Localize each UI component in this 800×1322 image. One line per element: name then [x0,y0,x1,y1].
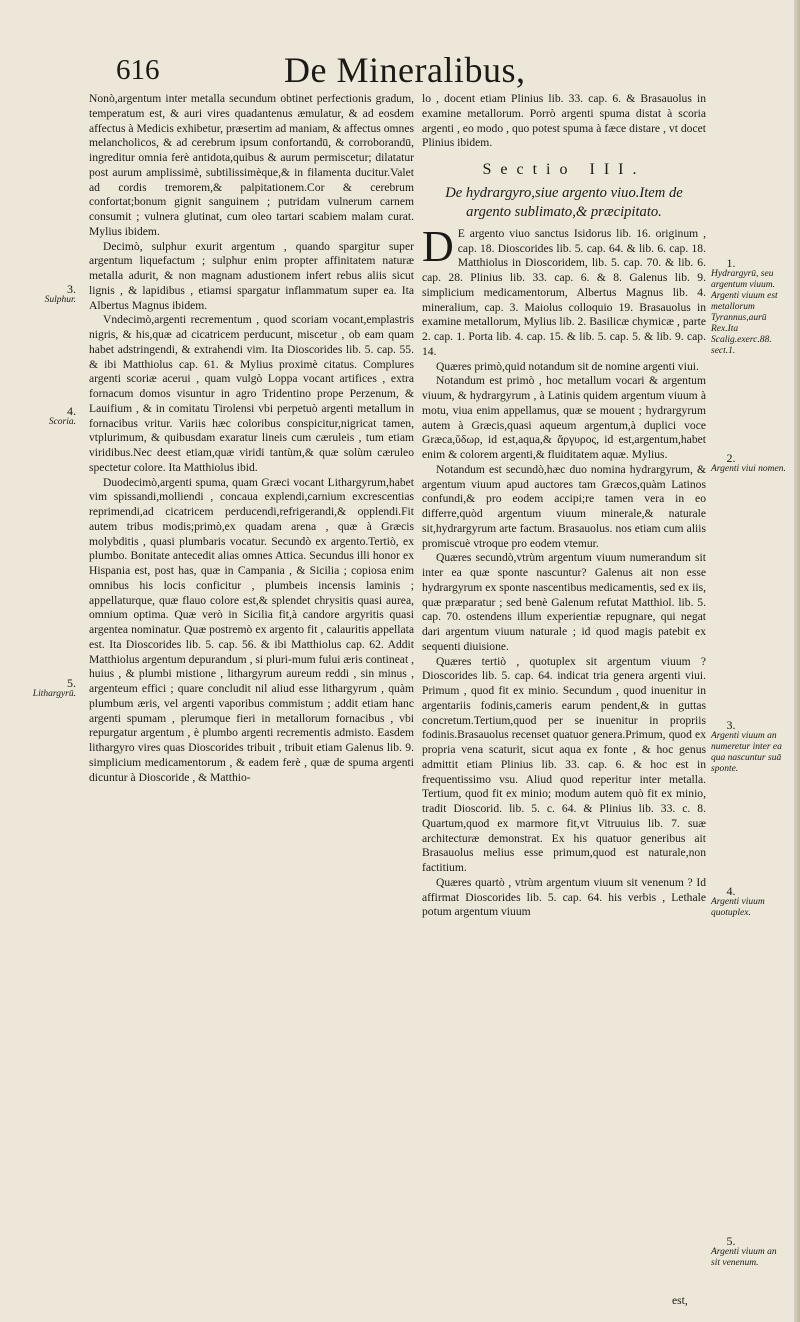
margin-note-text: Argenti viuum an sit venenum. [711,1247,777,1268]
margin-note-number: 4. [67,404,76,418]
margin-note-right [711,1236,787,1269]
section-label: Sectio III. [482,161,646,178]
page-header [88,50,648,94]
first-paragraph [422,221,706,360]
right-column [422,92,706,920]
margin-note-text: Scoria. [48,417,76,427]
margin-note-number: 1. [726,256,736,270]
drop-cap: D [422,221,454,271]
margin-note-number: 2. [726,451,736,465]
paragraph: Decimò, sulphur exurit argentum , quando spargitur super argentum liquefactum ; sulphur enim propter affinitatem naturæ metalla adurit, & non magnam adustionem infert rebus aliis sicut lignis , & lapidibus , etiamsi spargatur inflammatum super ea. Ita Albertus Magnus ibidem. [89,239,414,312]
margin-note-right [711,720,787,775]
paragraph: Notandum est secundò,hæc duo nomina hydrargyrum, & argentum viuum apud auctores tam Græcos,quàm Latinos confundi,& pro eodem accipi;re tamen vera in eo differre,quòd argentum viuum minerale,& naturale sit,hydrargyrum arte factum. Brasauolus. nos etiam cum aliis promiscuè vtroque pro eodem vtemur. [422,462,706,550]
margin-note-left [14,284,76,306]
paragraph: Vndecimò,argenti recrementum , quod scoriam vocant,emplastris nigris, & his,quæ ad cicatricem perducunt, miscetur , ob eam quam habet adstringendi, & extrahendi vim. Ita Dioscorides lib. 5. cap. 55. & ibi Matthiolus cap. 61. & Mylius proximè citatus. Complures argenti scoriæ acerui , quam vulgò Loppa vocant artifices , extra fornacum domos visuntur in agro Tridentino prope Perzenum, & Lauifium , & in comitatu Tirolensi vbi perpetuò argenti metallum in fornacibus vritur. Variis hæc coloribus conspicitur,nigricat tamen, vtplurimum, & quibusdam exaratur lineis cum cæruleis , tum etiam viridibus.Nec deest etiam,quæ viridi tantùm,& quæ solùm cæruleo spectetur colore. Ita Matthiolus ibid. [89,313,414,474]
margin-note-number: 4. [726,884,736,898]
paragraph: Notandum est primò , hoc metallum vocari & argentum viuum, & hydrargyrum , à Latinis quidem argentum viuum à motu, viua enim appellamus, quæ se mouent ; hydrargyrum autem à Græcis,quasi aqueum argentum,à duplici voce Græca,ὕδωρ, id est,aqua,& ἄργυρος, id est,argentum,habet enim & colorem argenti,& fluiditatem aquæ. Mylius. [422,374,706,461]
paragraph: Nonò,argentum inter metalla secundum obtinet perfectionis gradum, temperatum est, & auri vires quadantenus æmulatur, & ad eosdem affectus à Medicis exhibetur, præsertim ad maniam, & affectus omnes melancholicos, & ad cerebrum ipsum confortandū, & corroborandū, ingreditur omnia ferè antidota,quibus & aurum permiscetur; dilatatur post aurum amplissimè, subtilissimèque,& in filamenta ducitur.Valet ad cordis tremorem,& palpitationem.Cor & cerebrum confortat;bonum gignit sanguinem ; putridam vulnerum carnem consumit ; vulnera glutinat, cum oleo tartari scabiem malam curat. Mylius ibidem. [89,92,414,238]
paragraph: Quæres secundò,vtrùm argentum viuum numerandum sit inter ea quæ sponte nascuntur? Galenus ait non esse hydrargyrum ex sponte nascentibus medicamentis, sed ex iis, quæ præparatur ; sed benè Galenum refutat Matthiol. lib. 5. cap. 70. ostendens illum experientiæ repugnare, qui negat dari argentum viuum naturale ; id quod magis patebit ex sequenti diuisione. [422,551,706,653]
margin-note-number: 3. [726,718,736,732]
margin-note-text: Argenti viuum quotuplex. [711,897,765,918]
margin-note-number: 5. [726,1234,736,1248]
margin-note-text: Hydrargyrū, seu argentum viuum. Argenti viuum est metallorum Tyrannus,aurū Rex.Ita Scalig.exerc.88. sect.1. [711,269,778,356]
section-title: De hydrargyro,siue argento viuo.Item de argento sublimato,& præcipitato. [445,184,683,220]
margin-note-text: Argenti viuum an numeretur inter ea qua nascuntur suā sponte. [711,731,782,774]
paragraph: Quæres tertiò , quotuplex sit argentum viuum ? Dioscorides lib. 5. cap. 64. indicat tria genera argenti viui. Primum , quod fit ex minio. Secundum , quod inuenitur in argentariis fodinis,cameris earum pendent,& in guttas concretum.Tertium,quod per se inuenitur in propriis fodinis.Brasauolus recenset quatuor genera.Primum, quod ex propria vena scaturit, sicut aqua ex fonte , & hoc genus admittit etiam Plinius lib. 33. cap. 6. & hoc est in frequentissimo vsu. Aliud quod reperitur inter metalla. Tertium, quod fit ex minio; modum autem quò fit ex minio, tradit Dioscorid. lib. 5. c. 64. & Plinius lib. 33. c. 8. Quartum,quod ex marmore fit,vt Vitruuius lib. 7. suæ architecturæ demonstrat. Ex his quatuor generibus ait Brasauolus melius esse primum,quod est naturale,non factitium. [422,654,706,874]
page-number: 616 [116,54,160,86]
margin-note-number: 3. [67,282,76,296]
paragraph: Quæres quartò , vtrùm argentum viuum sit venenum ? Id affirmat Dioscorides lib. 5. cap. 64. his verbis , Lethale potum argentum viuum [422,875,706,919]
margin-note-left [14,406,76,428]
paragraph: lo , docent etiam Plinius lib. 33. cap. 6. & Brasauolus in examine metallorum. Porrò argenti spuma distat à scoria argenti , eo modo , quo potest spuma à fæce distare , vt docet Plinius ibidem. [422,92,706,150]
margin-note-text: Lithargyrū. [32,689,76,699]
paragraph: Quæres primò,quid notandum sit de nomine argenti viui. [436,359,699,373]
left-column [89,92,414,785]
margin-note-left [14,678,76,700]
margin-note-number: 5. [67,676,76,690]
margin-note-text: Sulphur. [44,295,76,305]
paragraph-text: E argento viuo sanctus Isidorus lib. 16. originum , cap. 18. Dioscorides lib. 5. cap. 64. & lib. 6. cap. 18. Matthiolus in Dioscoridem, lib. 5. cap. 70. & lib. 6. cap. 28. Plinius lib. 33. cap. 6. & 8. Galenus lib. 9. simplicium medicamentorum, Albertus Magnus lib. 4. mineralium, cap. 3. Maiolus colloquio 19. Brasauolus in examine metallorum, Mylius lib. 2. Basilicæ chymicæ , parte 2. cap. 1. Porta lib. 4. cap. 15. & lib. 5. cap. 5. & lib. 9. cap. 14. [422,226,706,358]
page-edge [794,0,800,1322]
margin-note-right [711,886,787,919]
running-title: De Mineralibus, [284,50,526,90]
margin-note-right [711,453,787,475]
margin-note-text: Argenti viui nomen. [711,464,786,474]
paragraph: Duodecimò,argenti spuma, quam Græci vocant Lithargyrum,habet vim spissandi,molliendi , concauа explendi,carnium excrescentias reprimendi,ad cicatricem perducendi,refrigerandi,& opplendi.Fit autem tribus modis;primò,ex quadam arena , quæ à Græcis molybditis , quasi plumbaris vocatur. Secundò ex argento.Tertiò, ex plumbo. Bonitate antecedit alias omnes Attica. Secundus illi honor ex Hispania est, post has, quæ in Campania , & Sicilia ; copiosa enim omnibus his locis conficitur , plumbeis incensis laminis ; appellaturque, quæ flauo colore est,& splendet chrysitis quasi aurea, omnium optima. Quæ verò in Sicilia fit,à candore argyritis quasi argentea nominatur. Quæ postremò ex argento fit , calauritis appellata est. Ita Dioscorides lib. 5. cap. 56. & ibi Matthiolus cap. 62. Addit Matthiolus argentum depurandum , si pluri-mum fului æris contineat , huius , & plumbi mistione , lithargyrum aureum reddi , sin minus , argenteum effici ; quare concludit nil aliud esse lithargyrum , quàm plumbum æris, vel argenti vaporibus commistum ; addit etiam hanc argenti spumam , plerumque fieri in metallorum fornacibus , vbi repurgatur argentum , è plumbo argenti recrementis admisto. Easdem lithargyro vires quas Dioscorides tribuit , tribuit etiam Galenus lib. 9. simplicium medicamentorum , & eadem ferè , quæ de spuma argenti dicuntur à Dioscoride , & Matthio- [89,475,414,784]
catchword: est, [672,1294,688,1307]
margin-note-right [711,258,787,357]
